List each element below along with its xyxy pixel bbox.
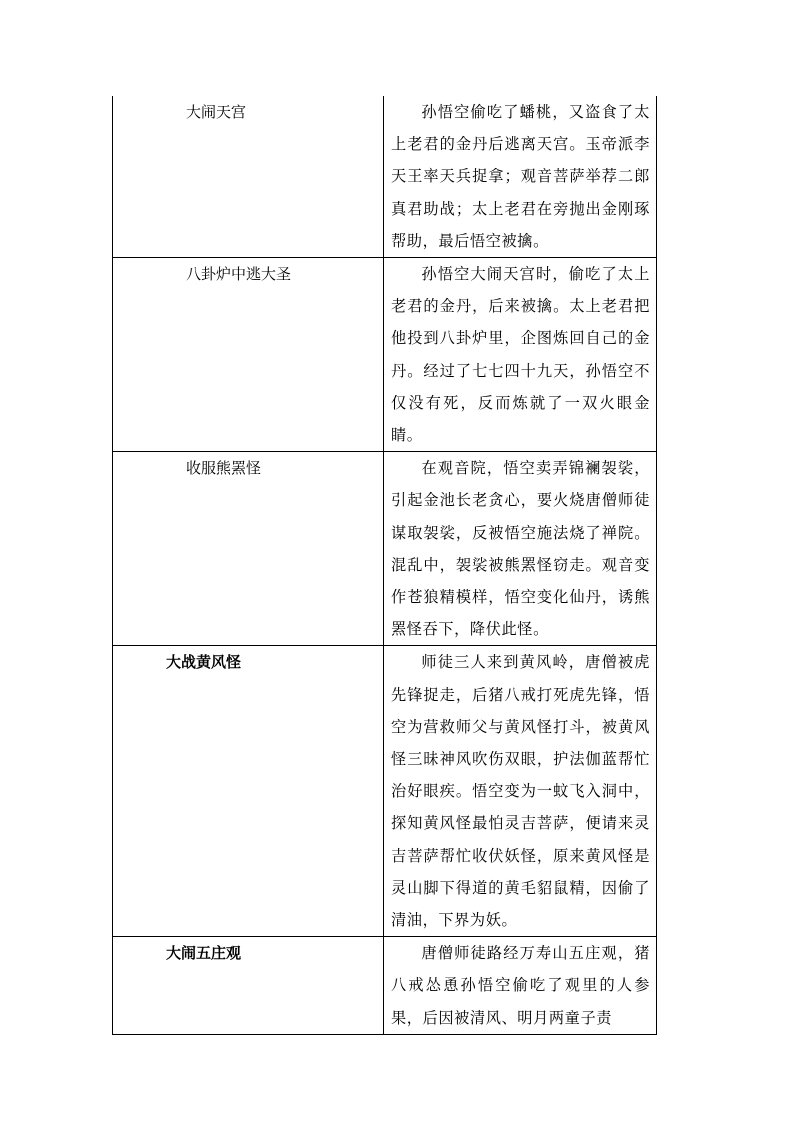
episode-description-cell xyxy=(384,96,657,258)
episode-description: 孙悟空大闹天宫时，偷吃了太上老君的金丹，后来被擒。太上老君把他投到八卦炉里，企图炼回自己的金丹。经过了七七四十九天，孙悟空不仅没有死，反而炼就了一双火眼金睛。 xyxy=(391,265,650,445)
episode-title-cell xyxy=(113,258,384,452)
episode-description-cell xyxy=(384,452,657,646)
episode-description-cell xyxy=(384,937,657,1035)
episode-title: 收服熊罴怪 xyxy=(186,459,262,478)
episode-title: 大战黄风怪 xyxy=(166,653,242,672)
episode-description: 唐僧师徒路经万寿山五庄观，猪八戒怂恿孙悟空偷吃了观里的人参果，后因被清风、明月两童子责 xyxy=(391,944,650,1027)
episode-title-cell xyxy=(113,96,384,258)
table-row xyxy=(113,937,657,1035)
table-row xyxy=(113,646,657,937)
episode-description: 在观音院，悟空卖弄锦襕袈裟，引起金池长老贪心，要火烧唐僧师徒谋取袈裟，反被悟空施法烧了禅院。混乱中，袈裟被熊罴怪窃走。观音变作苍狼精模样，悟空变化仙丹，诱熊罴怪吞下，降伏此怪。 xyxy=(391,459,650,639)
episode-title-cell xyxy=(113,937,384,1035)
episode-title-cell xyxy=(113,452,384,646)
episode-description-cell xyxy=(384,646,657,937)
table-row xyxy=(113,452,657,646)
episode-description-cell xyxy=(384,258,657,452)
table-row xyxy=(113,258,657,452)
story-table xyxy=(112,96,657,1035)
episode-title: 八卦炉中逃大圣 xyxy=(186,265,292,284)
episode-description: 师徒三人来到黄风岭，唐僧被虎先锋捉走，后猪八戒打死虎先锋，悟空为营救师父与黄风怪打斗，被黄风怪三昧神风吹伤双眼，护法伽蓝帮忙治好眼疾。悟空变为一蚊飞入洞中，探知黄风怪最怕灵吉菩萨，便请来灵吉菩萨帮忙收伏妖怪，原来黄风怪是灵山脚下得道的黄毛貂鼠精，因偷了清油，下界为妖。 xyxy=(391,653,650,930)
table-row xyxy=(113,96,657,258)
episode-title: 大闹五庄观 xyxy=(166,944,242,963)
episode-description: 孙悟空偷吃了蟠桃，又盗食了太上老君的金丹后逃离天宫。玉帝派李天王率天兵捉拿；观音菩萨举荐二郎真君助战；太上老君在旁抛出金刚琢帮助，最后悟空被擒。 xyxy=(391,103,650,250)
episode-title-cell xyxy=(113,646,384,937)
episode-title: 大闹天宫 xyxy=(186,103,247,121)
